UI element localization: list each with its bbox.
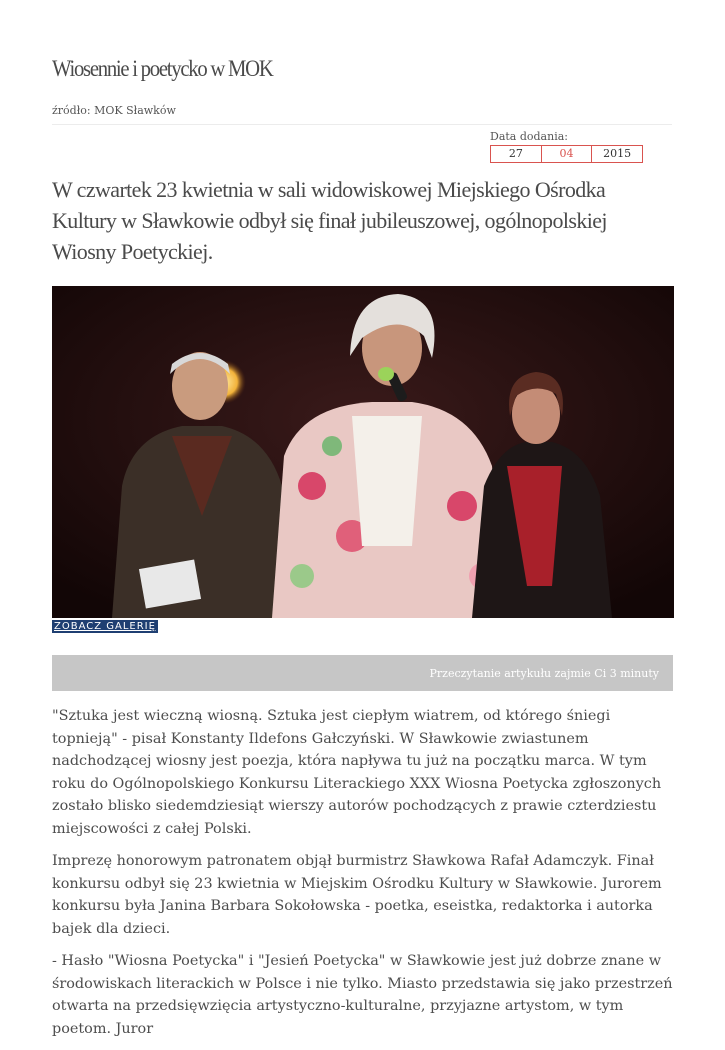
header-divider — [52, 124, 672, 125]
article-body — [52, 705, 674, 1050]
article-photo[interactable] — [52, 286, 674, 618]
view-gallery-link[interactable]: ZOBACZ GALERIĘ — [54, 621, 156, 632]
photo-illustration — [52, 286, 674, 618]
paragraph: Imprezę honorowym patronatem objął burmistrz Sławkowa Rafał Adamczyk. Finał konkursu odbył się 23 kwietnia w Miejskim Ośrodku Kultury w Sławkowie. Jurorem konkursu była Janina Barbara Sokołowska - poetka, eseistka, redaktorka i autorka bajek dla dzieci. — [52, 853, 662, 937]
publication-date — [490, 145, 643, 163]
date-day: 27 — [491, 146, 542, 162]
paragraph: "Sztuka jest wieczną wiosną. Sztuka jest ciepłym wiatrem, od którego śniegi topnieją" - pisał Konstanty Ildefons Gałczyński. W Sławkowie zwiastunem nadchodzącej wiosny jest poezja, która napływa tu już na początku marca. W tym roku do Ogólnopolskiego Konkursu Literackiego XXX Wiosna Poetycka zgłoszonych zostało blisko siedemdziesiąt wierszy autorów pochodzących z prawie czterdziestu miejscowości z całej Polski. — [52, 708, 662, 837]
date-month: 04 — [542, 146, 593, 162]
reading-time-bar — [52, 655, 673, 691]
date-year: 2015 — [603, 147, 632, 160]
reading-time-text: Przeczytanie artykułu zajmie Ci 3 minuty — [429, 666, 659, 680]
article-lead: W czwartek 23 kwietnia w sali widowiskowej Miejskiego Ośrodka Kultury w Sławkowie odbył się finał jubileuszowej, ogólnopolskiej Wiosny Poetyckiej. — [52, 177, 607, 264]
date-label: Data dodania: — [490, 130, 568, 143]
article-source: źródło: MOK Sławków — [52, 104, 176, 117]
article-title: Wiosennie i poetycko w MOK — [52, 56, 273, 81]
paragraph: - Hasło "Wiosna Poetycka" i "Jesień Poetycka" w Sławkowie jest już dobrze znane w środowiskach literackich w Polsce i nie tylko. Miasto przedstawia się jako przestrzeń otwarta na przedsięwzięcia artystyczno-kulturalne, przyjazne artystom, w tym poetom. Juror — [52, 953, 673, 1037]
